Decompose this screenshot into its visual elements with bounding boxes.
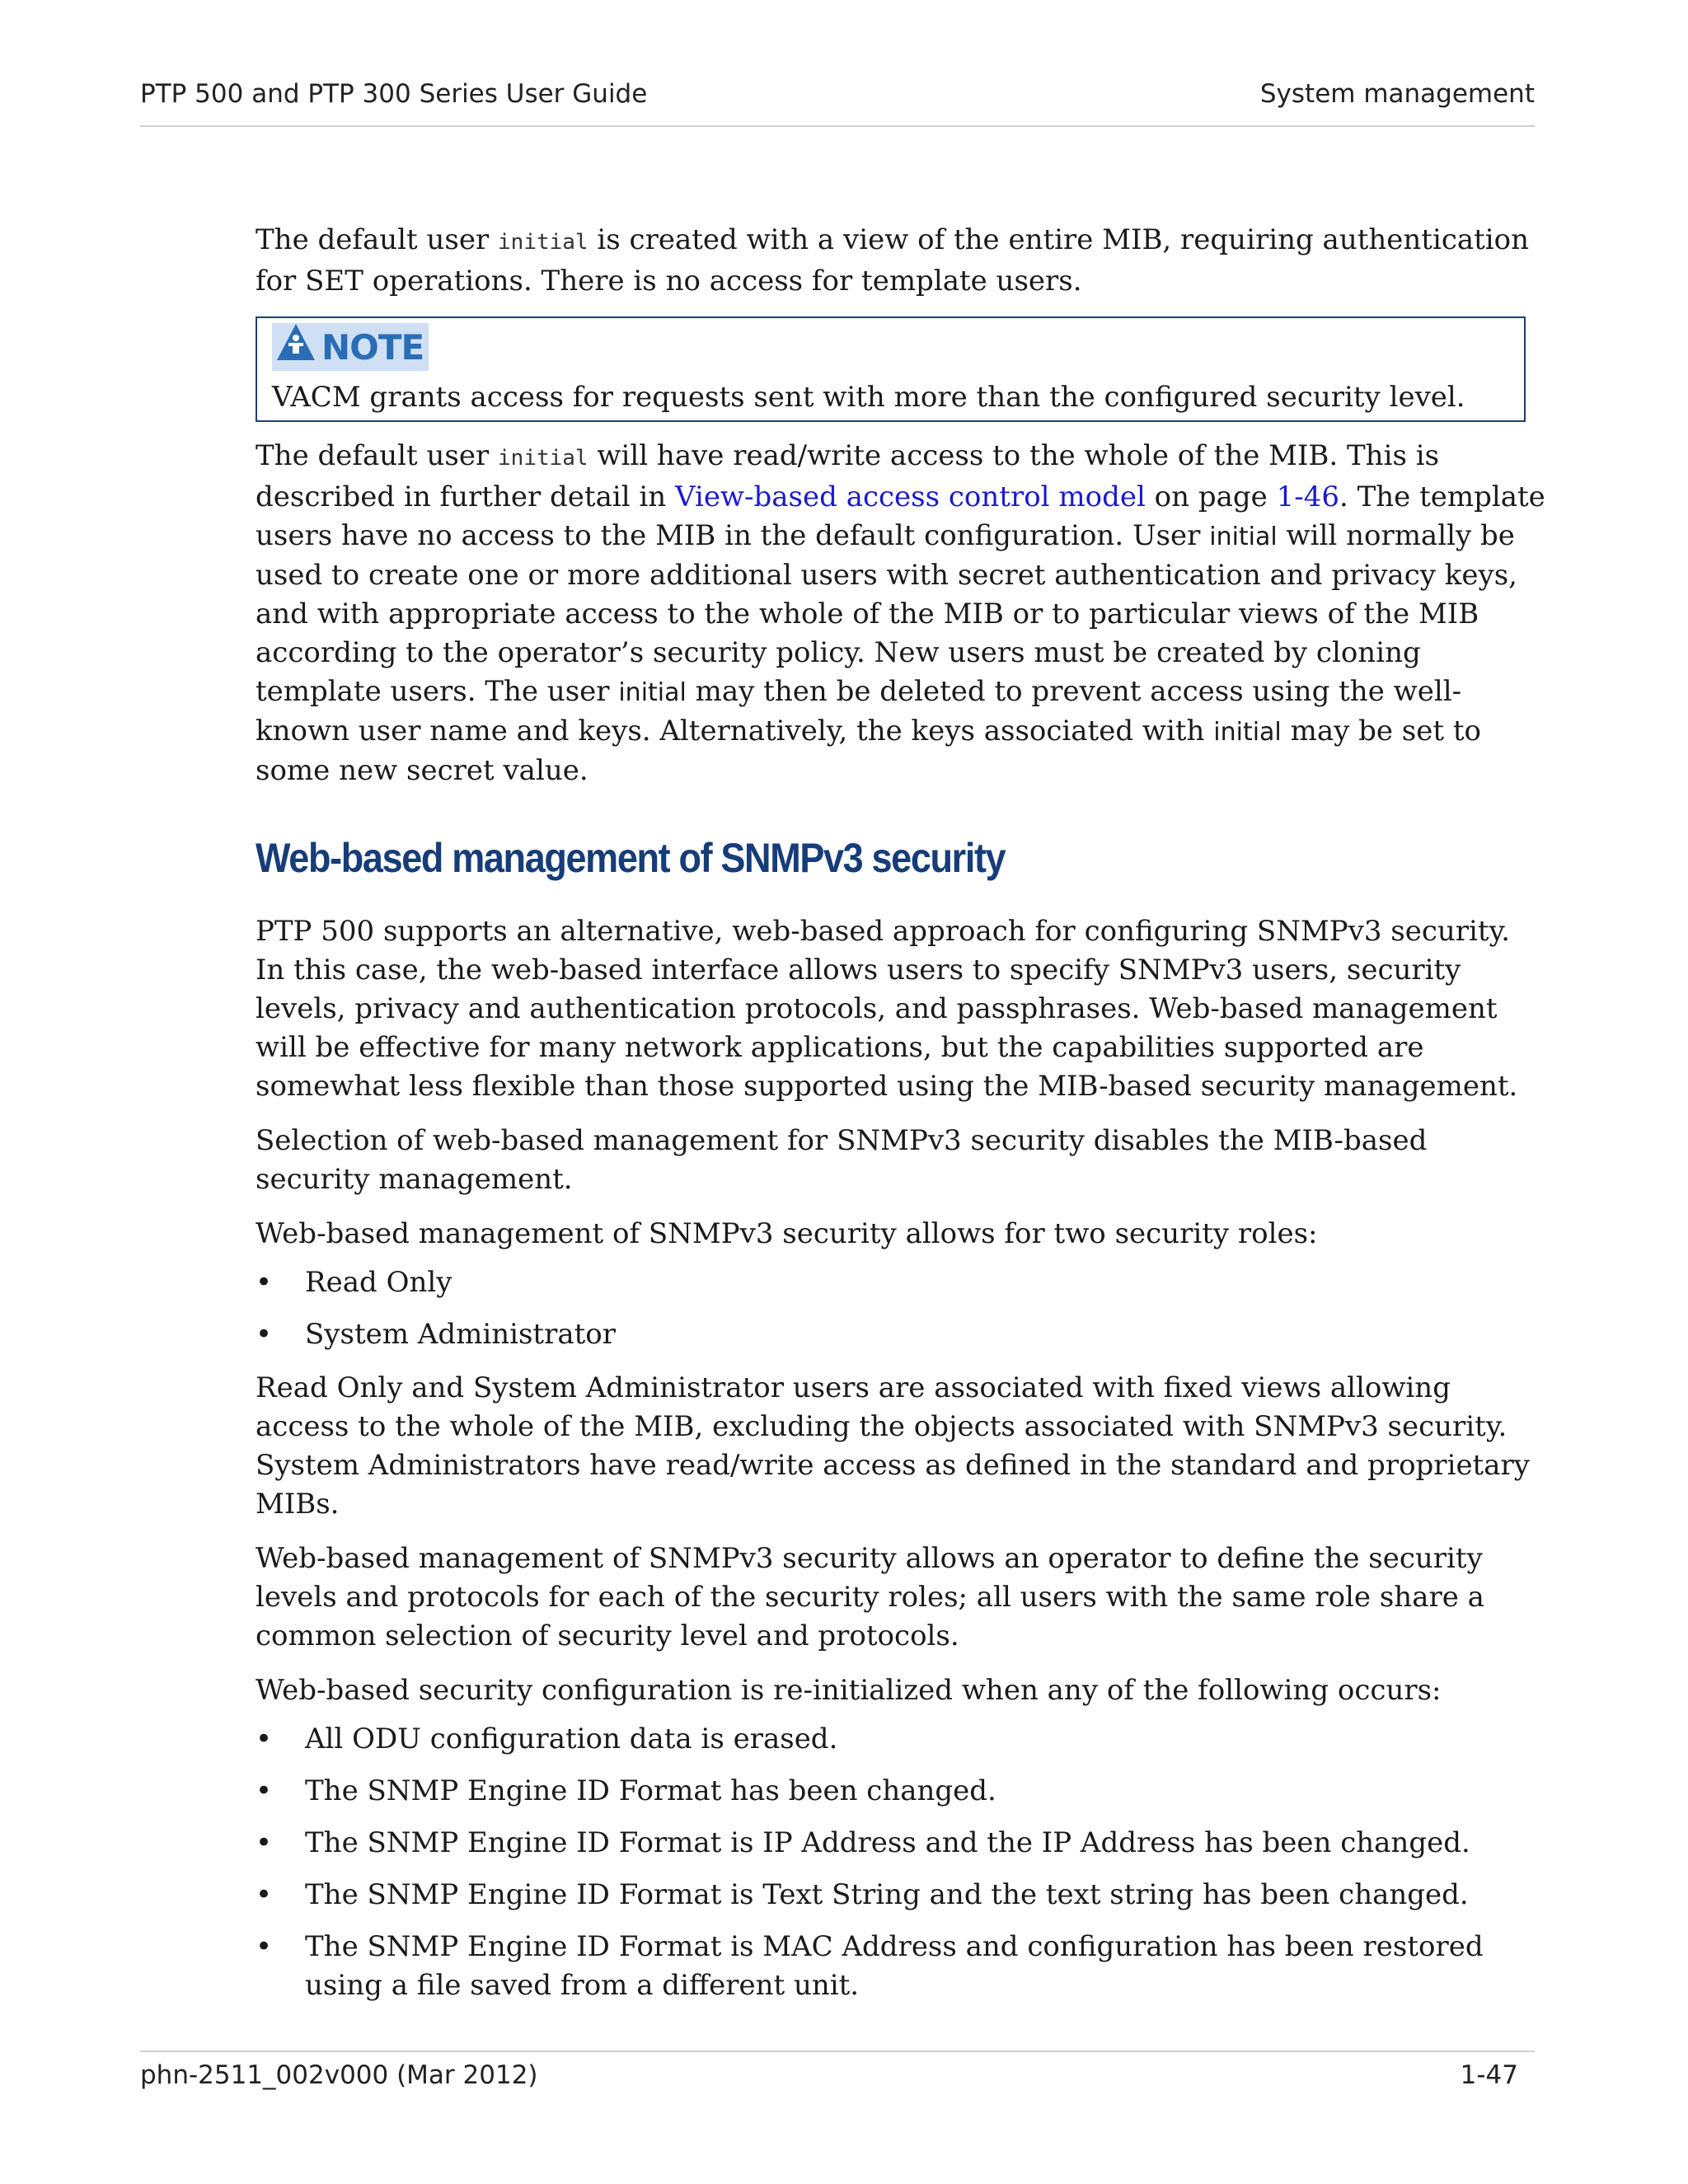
roles-list — [256, 1263, 1545, 1354]
paragraph-disables-mib: Selection of web-based management for SNMPv3 security disables the MIB-based security management. — [256, 1123, 1428, 1196]
text-run: may be set to some new secret value. — [256, 714, 1481, 787]
conditions-list — [256, 1720, 1545, 2005]
page-footer — [140, 2060, 1518, 2090]
text-run: The default user — [256, 223, 499, 256]
text-run: . The template users have no access to the MIB in the default configuration. User — [256, 480, 1545, 552]
list-item: • The SNMP Engine ID Format is Text String and the text string has been changed. — [256, 1876, 1545, 1915]
code-initial: initial — [498, 230, 588, 255]
header-document-title: PTP 500 and PTP 300 Series User Guide — [140, 79, 648, 109]
code-initial: initial — [498, 445, 588, 471]
paragraph-reinit-intro: Web-based security configuration is re-initialized when any of the following occurs: — [256, 1673, 1442, 1707]
list-item: • The SNMP Engine ID Format is MAC Address and configuration has been restored using a file saved from a different unit. — [256, 1928, 1545, 2005]
text-run: on page — [1145, 480, 1277, 513]
paragraph-roles-intro: Web-based management of SNMPv3 security allows for two security roles: — [256, 1216, 1318, 1250]
list-item: • All ODU configuration data is erased. — [256, 1720, 1545, 1759]
section-heading: Web-based management of SNMPv3 security — [256, 834, 1006, 881]
footer-divider — [140, 2050, 1535, 2052]
initial-user-term: initial — [1213, 717, 1282, 747]
list-item: • System Administrator — [256, 1315, 1545, 1354]
text-run: is created with a view of the entire MIB, requiring authentication for SET operations. There is no access for template users. — [256, 223, 1530, 298]
link-vacm-model[interactable]: View-based access control model — [674, 480, 1146, 513]
paragraph-initial-access — [256, 437, 1545, 790]
paragraph-fixed-views: Read Only and System Administrator users are associated with fixed views allowing access to the whole of the MIB, excluding the objects associated with SNMPv3 security. System Administrators have read/write access as defined in the standard and proprietary MIBs. — [256, 1371, 1530, 1521]
initial-user-term: initial — [1209, 522, 1278, 551]
list-item: • The SNMP Engine ID Format has been changed. — [256, 1772, 1545, 1811]
text-run: will have read/write access to the whole of the MIB. This is described in further detail in — [256, 438, 1440, 513]
paragraph-default-user — [256, 221, 1545, 301]
paragraph-web-approach: PTP 500 supports an alternative, web-based approach for configuring SNMPv3 security. In this case, the web-based interface allows users to specify SNMPv3 users, security levels, privacy and authentication protocols, and passphrases. Web-based management will be effective for many network applications, but the capabilities supported are somewhat less flexible than those supported using the MIB-based security management. — [256, 914, 1518, 1103]
text-run: The default user — [256, 438, 499, 472]
paragraph-security-levels: Web-based management of SNMPv3 security allows an operator to define the security levels and protocols for each of the security roles; all users with the same role share a common selection of security level and protocols. — [256, 1541, 1484, 1652]
page-header — [140, 79, 1535, 109]
footer-doc-id: phn-2511_002v000 (Mar 2012) — [140, 2060, 538, 2090]
note-box — [256, 316, 1526, 422]
note-text: VACM grants access for requests sent with more than the configured security level. — [272, 380, 1465, 414]
note-label: NOTE — [321, 326, 424, 368]
link-page-ref[interactable]: 1-46 — [1276, 480, 1339, 513]
note-header — [272, 323, 429, 371]
initial-user-term: initial — [618, 677, 687, 707]
header-section-title: System management — [1259, 79, 1535, 109]
header-divider — [140, 125, 1535, 127]
warning-person-icon — [275, 321, 316, 373]
list-item: • Read Only — [256, 1263, 1545, 1302]
list-item: • The SNMP Engine ID Format is IP Address and the IP Address has been changed. — [256, 1824, 1545, 1863]
page-content — [256, 221, 1545, 2020]
text-run: will normally be used to create one or more additional users with secret authentication and privacy keys, and with appropriate access to the whole of the MIB or to particular views of the MIB according to the operator’s security policy. New users must be created by cloning template users. The user — [256, 518, 1517, 708]
text-run: may then be deleted to prevent access using the well-known user name and keys. Alternatively, the keys associated with — [256, 674, 1462, 748]
footer-page-number: 1-47 — [1460, 2060, 1518, 2090]
